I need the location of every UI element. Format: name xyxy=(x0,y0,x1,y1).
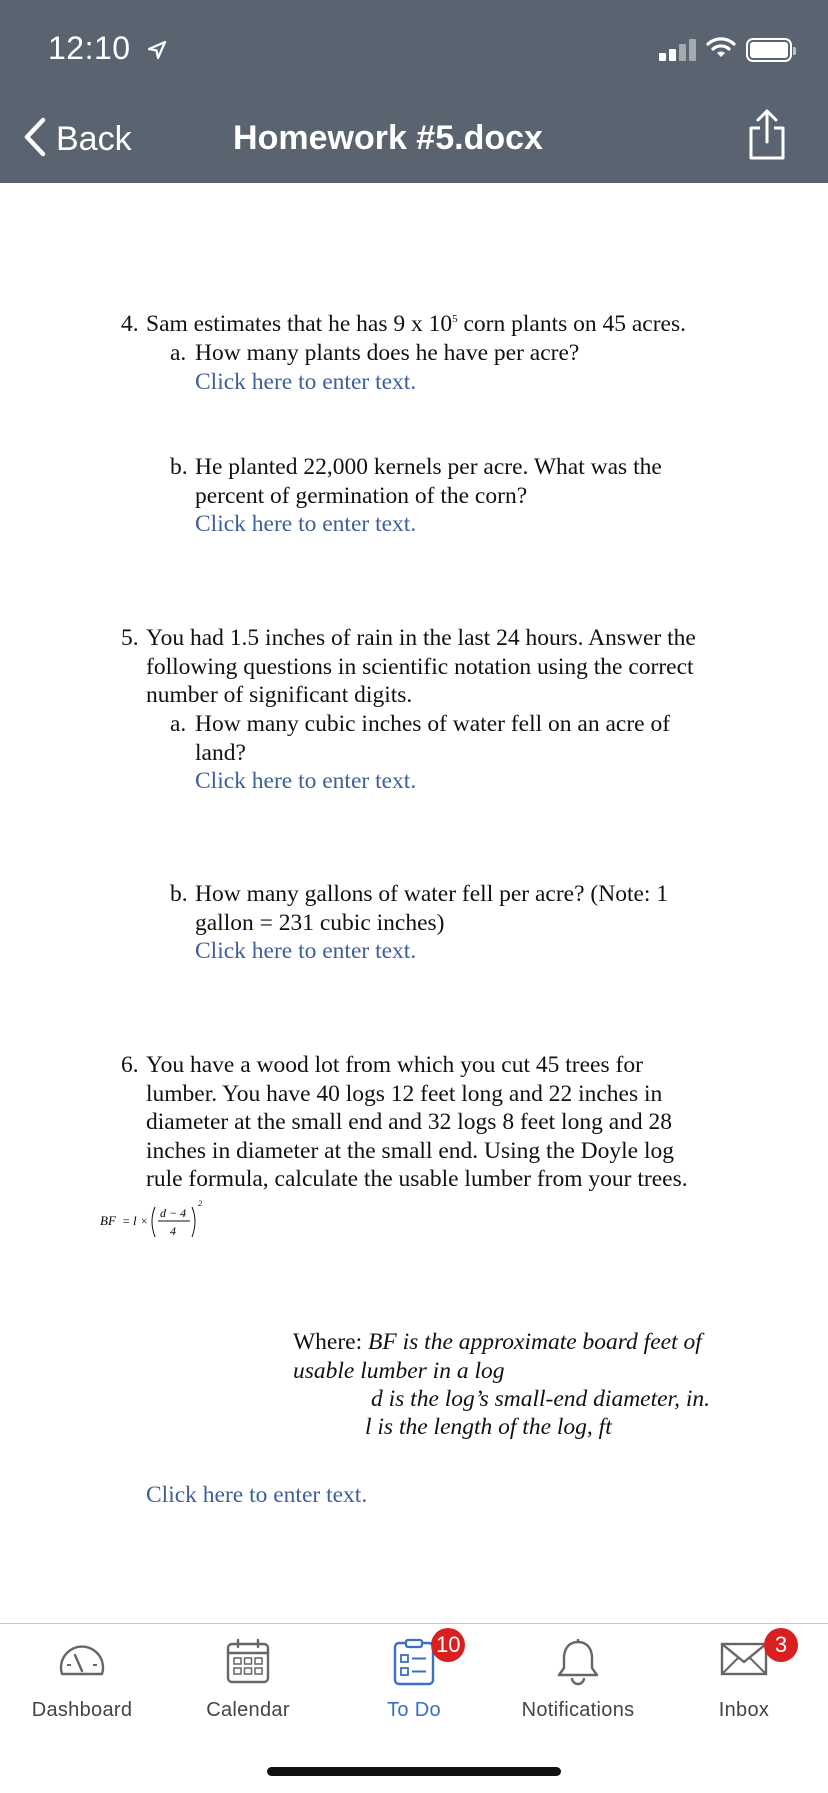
formula-legend xyxy=(293,1328,702,1385)
back-label: Back xyxy=(56,120,132,158)
bell-icon xyxy=(556,1638,600,1691)
question-number: 4. xyxy=(121,311,139,337)
tab-notifications[interactable] xyxy=(498,1624,658,1744)
answer-field-4b[interactable]: Click here to enter text. xyxy=(195,511,417,537)
document-viewer xyxy=(0,183,828,1623)
todo-clipboard-icon xyxy=(393,1638,435,1691)
share-icon xyxy=(746,149,788,166)
chevron-left-icon xyxy=(22,116,48,163)
question-6 xyxy=(121,1051,688,1194)
formula-power: 2 xyxy=(198,1199,202,1208)
formula-equals: = xyxy=(122,1214,131,1228)
sub-question-label: a. xyxy=(170,340,187,366)
question-text: You had 1.5 inches of rain in the last 24 hours. Answer the xyxy=(146,625,696,651)
tab-todo[interactable] xyxy=(334,1624,494,1744)
wifi-icon xyxy=(706,36,736,63)
answer-field-6[interactable]: Click here to enter text. xyxy=(146,1482,368,1508)
status-indicators xyxy=(659,36,792,63)
status-bar-time xyxy=(48,30,168,69)
legend-line: d is the log’s small-end diameter, in. xyxy=(371,1386,710,1412)
page-title: Homework #5.docx xyxy=(233,119,543,157)
formula-times: × xyxy=(140,1214,149,1228)
tab-label: To Do xyxy=(387,1699,441,1721)
legend-line: l is the length of the log, ft xyxy=(365,1414,612,1440)
home-indicator[interactable] xyxy=(267,1767,561,1776)
sub-question-text: He planted 22,000 kernels per acre. What was the xyxy=(195,454,662,480)
question-text: following questions in scientific notation using the correct xyxy=(146,653,694,680)
question-text: diameter at the small end and 32 logs 8 feet long and 28 xyxy=(146,1109,672,1135)
tab-label: Calendar xyxy=(206,1699,290,1721)
battery-icon xyxy=(746,38,792,62)
question-5b xyxy=(170,880,669,966)
answer-field-4a[interactable]: Click here to enter text. xyxy=(195,368,417,395)
question-text: rule formula, calculate the usable lumber from your trees. xyxy=(146,1166,688,1192)
sub-question-text: How many plants does he have per acre? xyxy=(195,340,580,366)
sub-question-label: b. xyxy=(170,881,188,907)
cellular-signal-icon xyxy=(659,39,696,61)
sub-question-text: How many cubic inches of water fell on an acre of xyxy=(195,711,671,737)
app-header xyxy=(0,0,828,183)
question-text: inches in diameter at the small end. Using the Doyle log xyxy=(146,1137,674,1164)
calendar-icon xyxy=(226,1638,270,1689)
tab-label: Notifications xyxy=(521,1699,635,1721)
question-5 xyxy=(121,624,696,710)
share-button[interactable] xyxy=(746,108,788,167)
question-number: 5. xyxy=(121,625,139,651)
answer-field-5b[interactable]: Click here to enter text. xyxy=(195,938,417,964)
sub-question-text: percent of germination of the corn? xyxy=(195,482,528,509)
sub-question-text: gallon = 231 cubic inches) xyxy=(195,909,445,936)
location-arrow-icon xyxy=(146,32,168,69)
todo-count-badge: 10 xyxy=(431,1628,465,1662)
sub-question-text: How many gallons of water fell per acre? (Note: 1 xyxy=(195,881,669,907)
formula-l: l xyxy=(133,1213,137,1228)
question-number: 6. xyxy=(121,1052,139,1078)
question-text: Sam estimates that he has 9 x $10^5$ corn plants on 45 acres. xyxy=(146,311,687,337)
tab-inbox[interactable] xyxy=(664,1624,824,1744)
sub-question-label: b. xyxy=(170,454,188,480)
sub-question-text: land? xyxy=(195,739,246,766)
dashboard-gauge-icon xyxy=(56,1638,108,1685)
answer-field-5a[interactable]: Click here to enter text. xyxy=(195,768,417,794)
question-4b xyxy=(170,453,662,539)
back-button[interactable] xyxy=(22,116,132,163)
envelope-icon xyxy=(720,1638,768,1683)
tab-calendar[interactable] xyxy=(168,1624,328,1744)
formula-lhs: BF xyxy=(100,1213,116,1228)
legend-line: Where: BF is the approximate board feet of xyxy=(293,1329,702,1355)
sub-question-label: a. xyxy=(170,711,187,737)
formula-denominator: 4 xyxy=(170,1224,176,1238)
time-text: 12:10 xyxy=(48,30,131,66)
exponent: 5 xyxy=(452,313,458,326)
question-text: lumber. You have 40 logs 12 feet long and 22 inches in xyxy=(146,1080,663,1107)
tab-label: Inbox xyxy=(718,1699,770,1721)
tab-dashboard[interactable] xyxy=(2,1624,162,1744)
question-4 xyxy=(121,310,687,339)
question-text: You have a wood lot from which you cut 45 trees for xyxy=(146,1052,643,1078)
doyle-formula xyxy=(100,1195,230,1245)
question-text: number of significant digits. xyxy=(146,682,413,708)
tab-label: Dashboard xyxy=(31,1699,133,1721)
question-4a xyxy=(170,339,580,396)
formula-numerator: d − 4 xyxy=(160,1206,187,1220)
inbox-count-badge: 3 xyxy=(764,1628,798,1662)
question-5a xyxy=(170,710,671,796)
legend-line: usable lumber in a log xyxy=(293,1357,505,1384)
